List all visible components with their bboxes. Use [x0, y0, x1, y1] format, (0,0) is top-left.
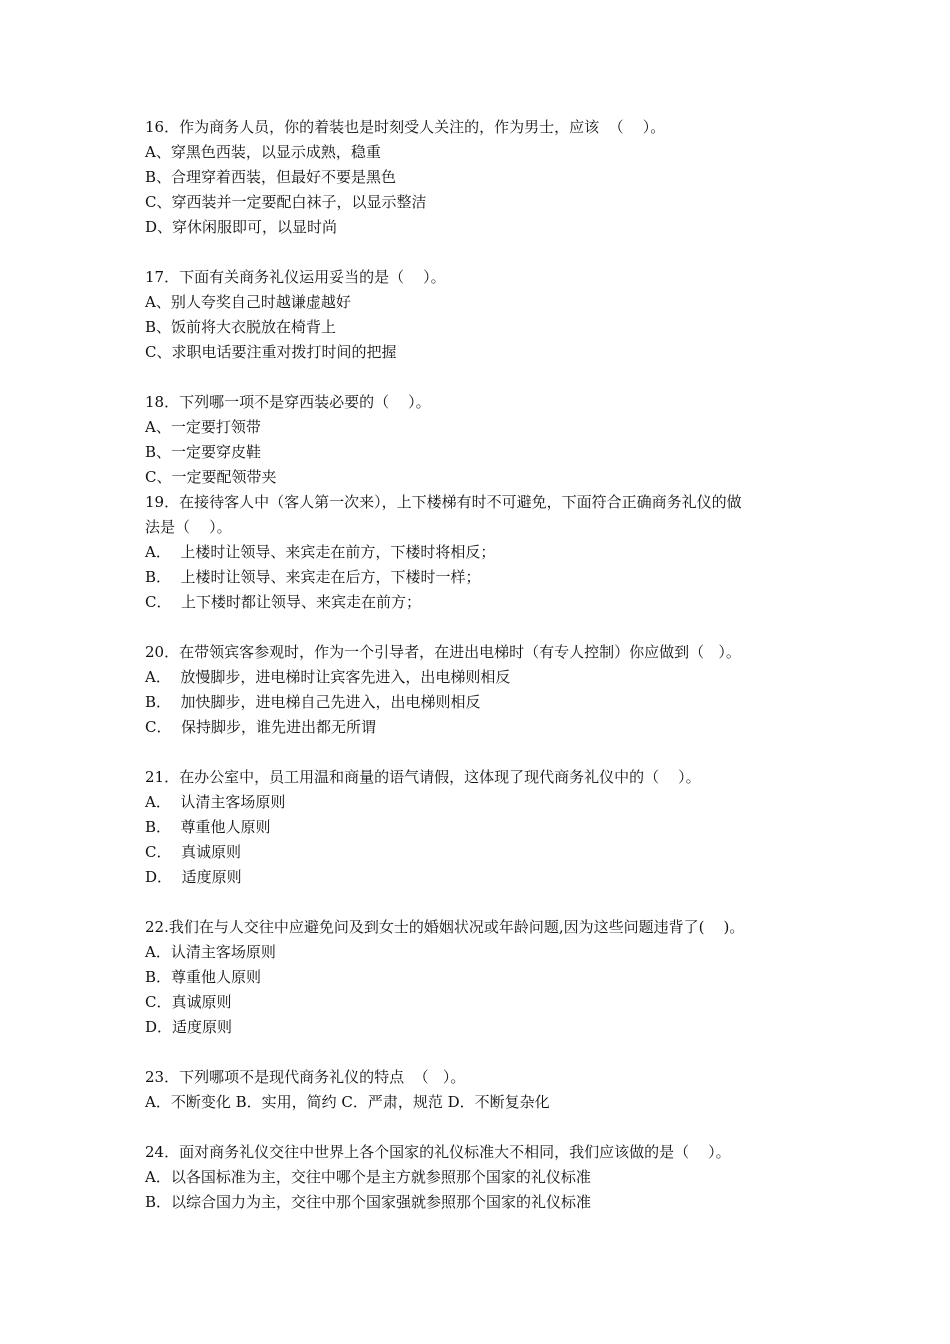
question-21	[145, 765, 825, 890]
option-d: D． 适度原则	[145, 868, 242, 886]
option-c: C、一定要配领带夹	[145, 468, 277, 486]
question-stem: 19．在接待客人中（客人第一次来），上下楼梯有时不可避免，下面符合正确商务礼仪的做	[145, 493, 742, 511]
option-b: B、一定要穿皮鞋	[145, 443, 262, 461]
question-list	[145, 115, 825, 1215]
question-stem: 18．下列哪一项不是穿西装必要的（ ）。	[145, 393, 431, 411]
option-a: A． 认清主客场原则	[145, 793, 286, 811]
option-d: D、穿休闲服即可，以显时尚	[145, 218, 338, 236]
option-c: C． 真诚原则	[145, 843, 242, 861]
option-b: B、饭前将大衣脱放在椅背上	[145, 318, 337, 336]
option-a: A．以各国标准为主，交往中哪个是主方就参照那个国家的礼仪标准	[145, 1168, 591, 1186]
question-16	[145, 115, 825, 240]
question-20	[145, 640, 825, 740]
option-a: A、一定要打领带	[145, 418, 261, 436]
option-d: D．适度原则	[145, 1018, 233, 1036]
question-stem: 22.我们在与人交往中应避免问及到女士的婚姻状况或年龄问题,因为这些问题违背了( )。	[145, 918, 745, 936]
option-b: B． 加快脚步，进电梯自己先进入，出电梯则相反	[145, 693, 481, 711]
option-b: B、合理穿着西装，但最好不要是黑色	[145, 168, 397, 186]
question-24	[145, 1140, 825, 1215]
question-18	[145, 390, 825, 490]
question-17	[145, 265, 825, 365]
option-a: A、穿黑色西装，以显示成熟，稳重	[145, 143, 381, 161]
option-a: A． 上楼时让领导、来宾走在前方，下楼时将相反；	[145, 543, 496, 561]
option-c: C、穿西装并一定要配白袜子，以显示整洁	[145, 193, 427, 211]
question-stem: 16．作为商务人员，你的着装也是时刻受人关注的，作为男士，应该 （ ）。	[145, 118, 666, 136]
options-inline: A．不断变化 B．实用，简约 C．严肃，规范 D．不断复杂化	[145, 1093, 550, 1111]
question-23	[145, 1065, 825, 1115]
option-a: A、别人夸奖自己时越谦虚越好	[145, 293, 351, 311]
option-a: A．认清主客场原则	[145, 943, 276, 961]
option-b: B． 上楼时让领导、来宾走在后方，下楼时一样；	[145, 568, 481, 586]
option-c: C．真诚原则	[145, 993, 232, 1011]
option-c: C． 保持脚步，谁先进出都无所谓	[145, 718, 377, 736]
question-22	[145, 915, 825, 1040]
option-c: C． 上下楼时都让领导、来宾走在前方；	[145, 593, 422, 611]
question-19	[145, 490, 825, 615]
question-stem: 20．在带领宾客参观时，作为一个引导者，在进出电梯时（有专人控制）你应做到（ ）。	[145, 643, 741, 661]
option-b: B．以综合国力为主，交往中那个国家强就参照那个国家的礼仪标准	[145, 1193, 592, 1211]
option-c: C、求职电话要注重对拨打时间的把握	[145, 343, 397, 361]
option-b: B．尊重他人原则	[145, 968, 262, 986]
question-stem: 21．在办公室中，员工用温和商量的语气请假，这体现了现代商务礼仪中的（ ）。	[145, 768, 701, 786]
option-a: A． 放慢脚步，进电梯时让宾客先进入，出电梯则相反	[145, 668, 511, 686]
question-stem-continued: 法是（ ）。	[145, 518, 232, 536]
question-stem: 24．面对商务礼仪交往中世界上各个国家的礼仪标准大不相同，我们应该做的是（ ）。	[145, 1143, 731, 1161]
question-stem: 17．下面有关商务礼仪运用妥当的是（ ）。	[145, 268, 446, 286]
option-b: B． 尊重他人原则	[145, 818, 271, 836]
question-stem: 23．下列哪项不是现代商务礼仪的特点 （ ）。	[145, 1068, 466, 1086]
